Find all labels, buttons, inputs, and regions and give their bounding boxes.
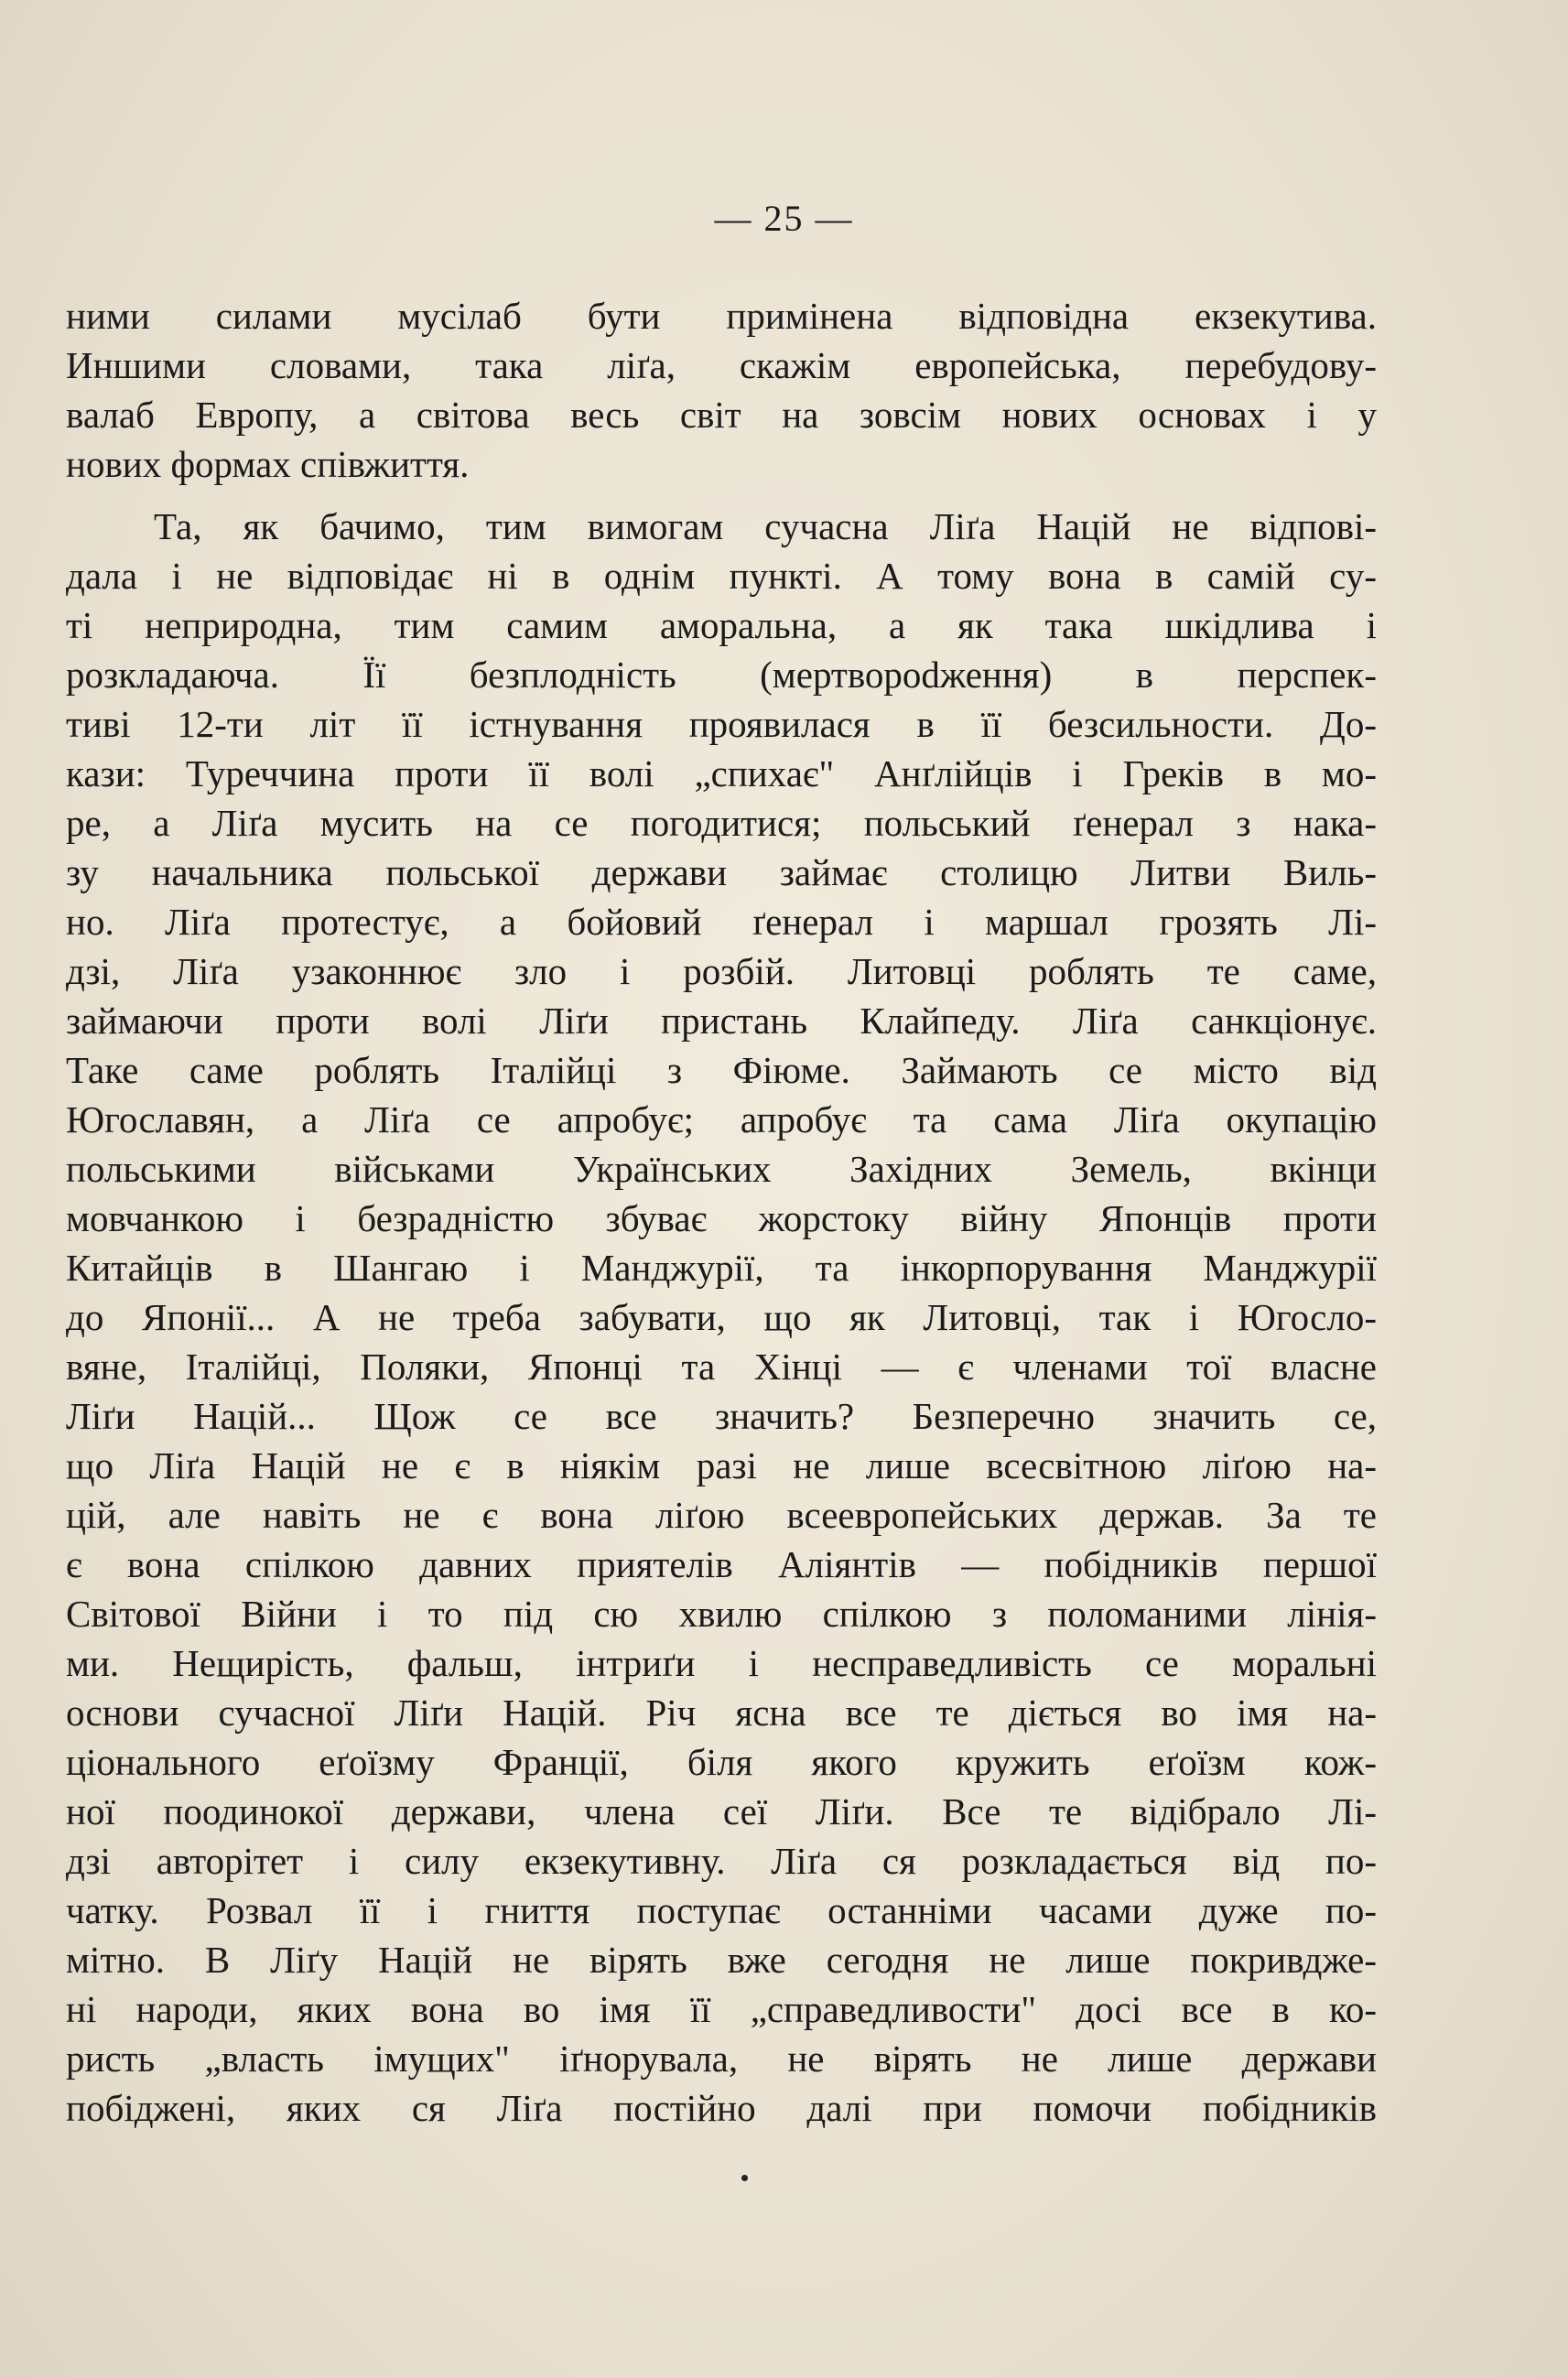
text-line: ре, а Ліґа мусить на се погодитися; польський ґенерал з нака- (66, 802, 1377, 844)
text-line: ристь „власть імущих" іґнорувала, не вірять не лише держави (66, 2038, 1377, 2080)
text-line: дзі, Ліґа узаконнює зло і розбій. Литовці роблять те саме, (66, 950, 1377, 992)
paragraph-2 (66, 502, 1377, 2133)
text-line: ціонального еґоїзму Франції, біля якого кружить еґоїзм кож- (66, 1741, 1377, 1783)
text-line: до Японії... А не треба забувати, що як Литовці, так і Югосло- (66, 1296, 1377, 1338)
print-mark-dot (741, 2175, 748, 2181)
text-line: дала і не відповідає ні в однім пункті. А тому вона в самій су- (66, 555, 1377, 597)
text-line: цій, але навіть не є вона ліґою всеевропейських держав. За те (66, 1494, 1377, 1536)
text-line: дзі авторітет і силу екзекутивну. Ліґа ся розкладається від по- (66, 1840, 1377, 1882)
text-line: чатку. Розвал її і гниття поступає останніми часами дуже по- (66, 1889, 1377, 1931)
text-line: розкладаюча. Її безплодність (мертворodження) в перспек- (66, 654, 1377, 696)
text-line: Ліґи Націй... Щож се все значить? Безперечно значить се, (66, 1395, 1377, 1437)
text-line: займаючи проти волі Ліґи пристань Клайпеду. Ліґа санкціонує. (66, 1000, 1377, 1042)
text-line: Та, як бачимо, тим вимогам сучасна Ліґа Націй не відпові- (154, 505, 1377, 547)
page-number: — 25 — (714, 198, 854, 239)
text-line: вяне, Італійці, Поляки, Японці та Хінці — є членами тої власне (66, 1346, 1377, 1388)
paragraph-gap (66, 489, 1377, 502)
text-line: валаб Европу, а світова весь світ на зовсім нових основах і у (66, 394, 1377, 436)
text-line: кази: Туреччина проти її волі „спихає" Анґлійців і Греків в мо- (66, 752, 1377, 794)
text-line: ними силами мусілаб бути примінена відповідна екзекутива. (66, 295, 1377, 337)
text-line: ної поодинокої держави, члена сеї Ліґи. Все те відібрало Лі- (66, 1790, 1377, 1832)
text-line: Иншими словами, така ліґа, скажім европейська, перебудову- (66, 344, 1377, 386)
text-line: побіджені, яких ся Ліґа постійно далі при помочи побідників (66, 2087, 1377, 2129)
text-line: є вона спілкою давних приятелів Аліянтів — побідників першої (66, 1543, 1377, 1585)
text-line: Югославян, а Ліґа се апробує; апробує та сама Ліґа окупацію (66, 1098, 1377, 1140)
text-line: зу начальника польської держави займає столицю Литви Виль- (66, 851, 1377, 893)
text-line: Таке саме роблять Італійці з Фіюме. Займають се місто від (66, 1049, 1377, 1091)
text-line: польськими військами Українських Західних Земель, вкінци (66, 1148, 1377, 1190)
text-line: нових формах співжиття. (66, 443, 470, 485)
text-line: Китайців в Шангаю і Манджурії, та інкорпорування Манджурії (66, 1247, 1377, 1289)
text-line: но. Ліґа протестує, а бойовий ґенерал і маршал грозять Лі- (66, 901, 1377, 943)
text-line: тиві 12-ти літ її істнування проявилася в її безсильности. До- (66, 703, 1377, 745)
text-line: ми. Нещирість, фальш, інтриґи і несправедливість се моральні (66, 1642, 1377, 1684)
text-line: мітно. В Ліґу Націй не вірять вже сегодня не лише покривдже- (66, 1939, 1377, 1981)
text-line: ті неприродна, тим самим аморальна, а як така шкідлива і (66, 604, 1377, 646)
paragraph-1 (66, 291, 1377, 489)
text-line: Світової Війни і то під сю хвилю спілкою з поломаними лінія- (66, 1593, 1377, 1635)
text-line: що Ліґа Націй не є в ніякім разі не лише всесвітною ліґою на- (66, 1444, 1377, 1486)
text-line: мовчанкою і безрадністю збуває жорстоку війну Японців проти (66, 1197, 1377, 1239)
text-line: основи сучасної Ліґи Націй. Річ ясна все те діється во імя на- (66, 1692, 1377, 1734)
body-text (66, 291, 1377, 2133)
text-line: ні народи, яких вона во імя її „справедливости" досі все в ко- (66, 1988, 1377, 2030)
